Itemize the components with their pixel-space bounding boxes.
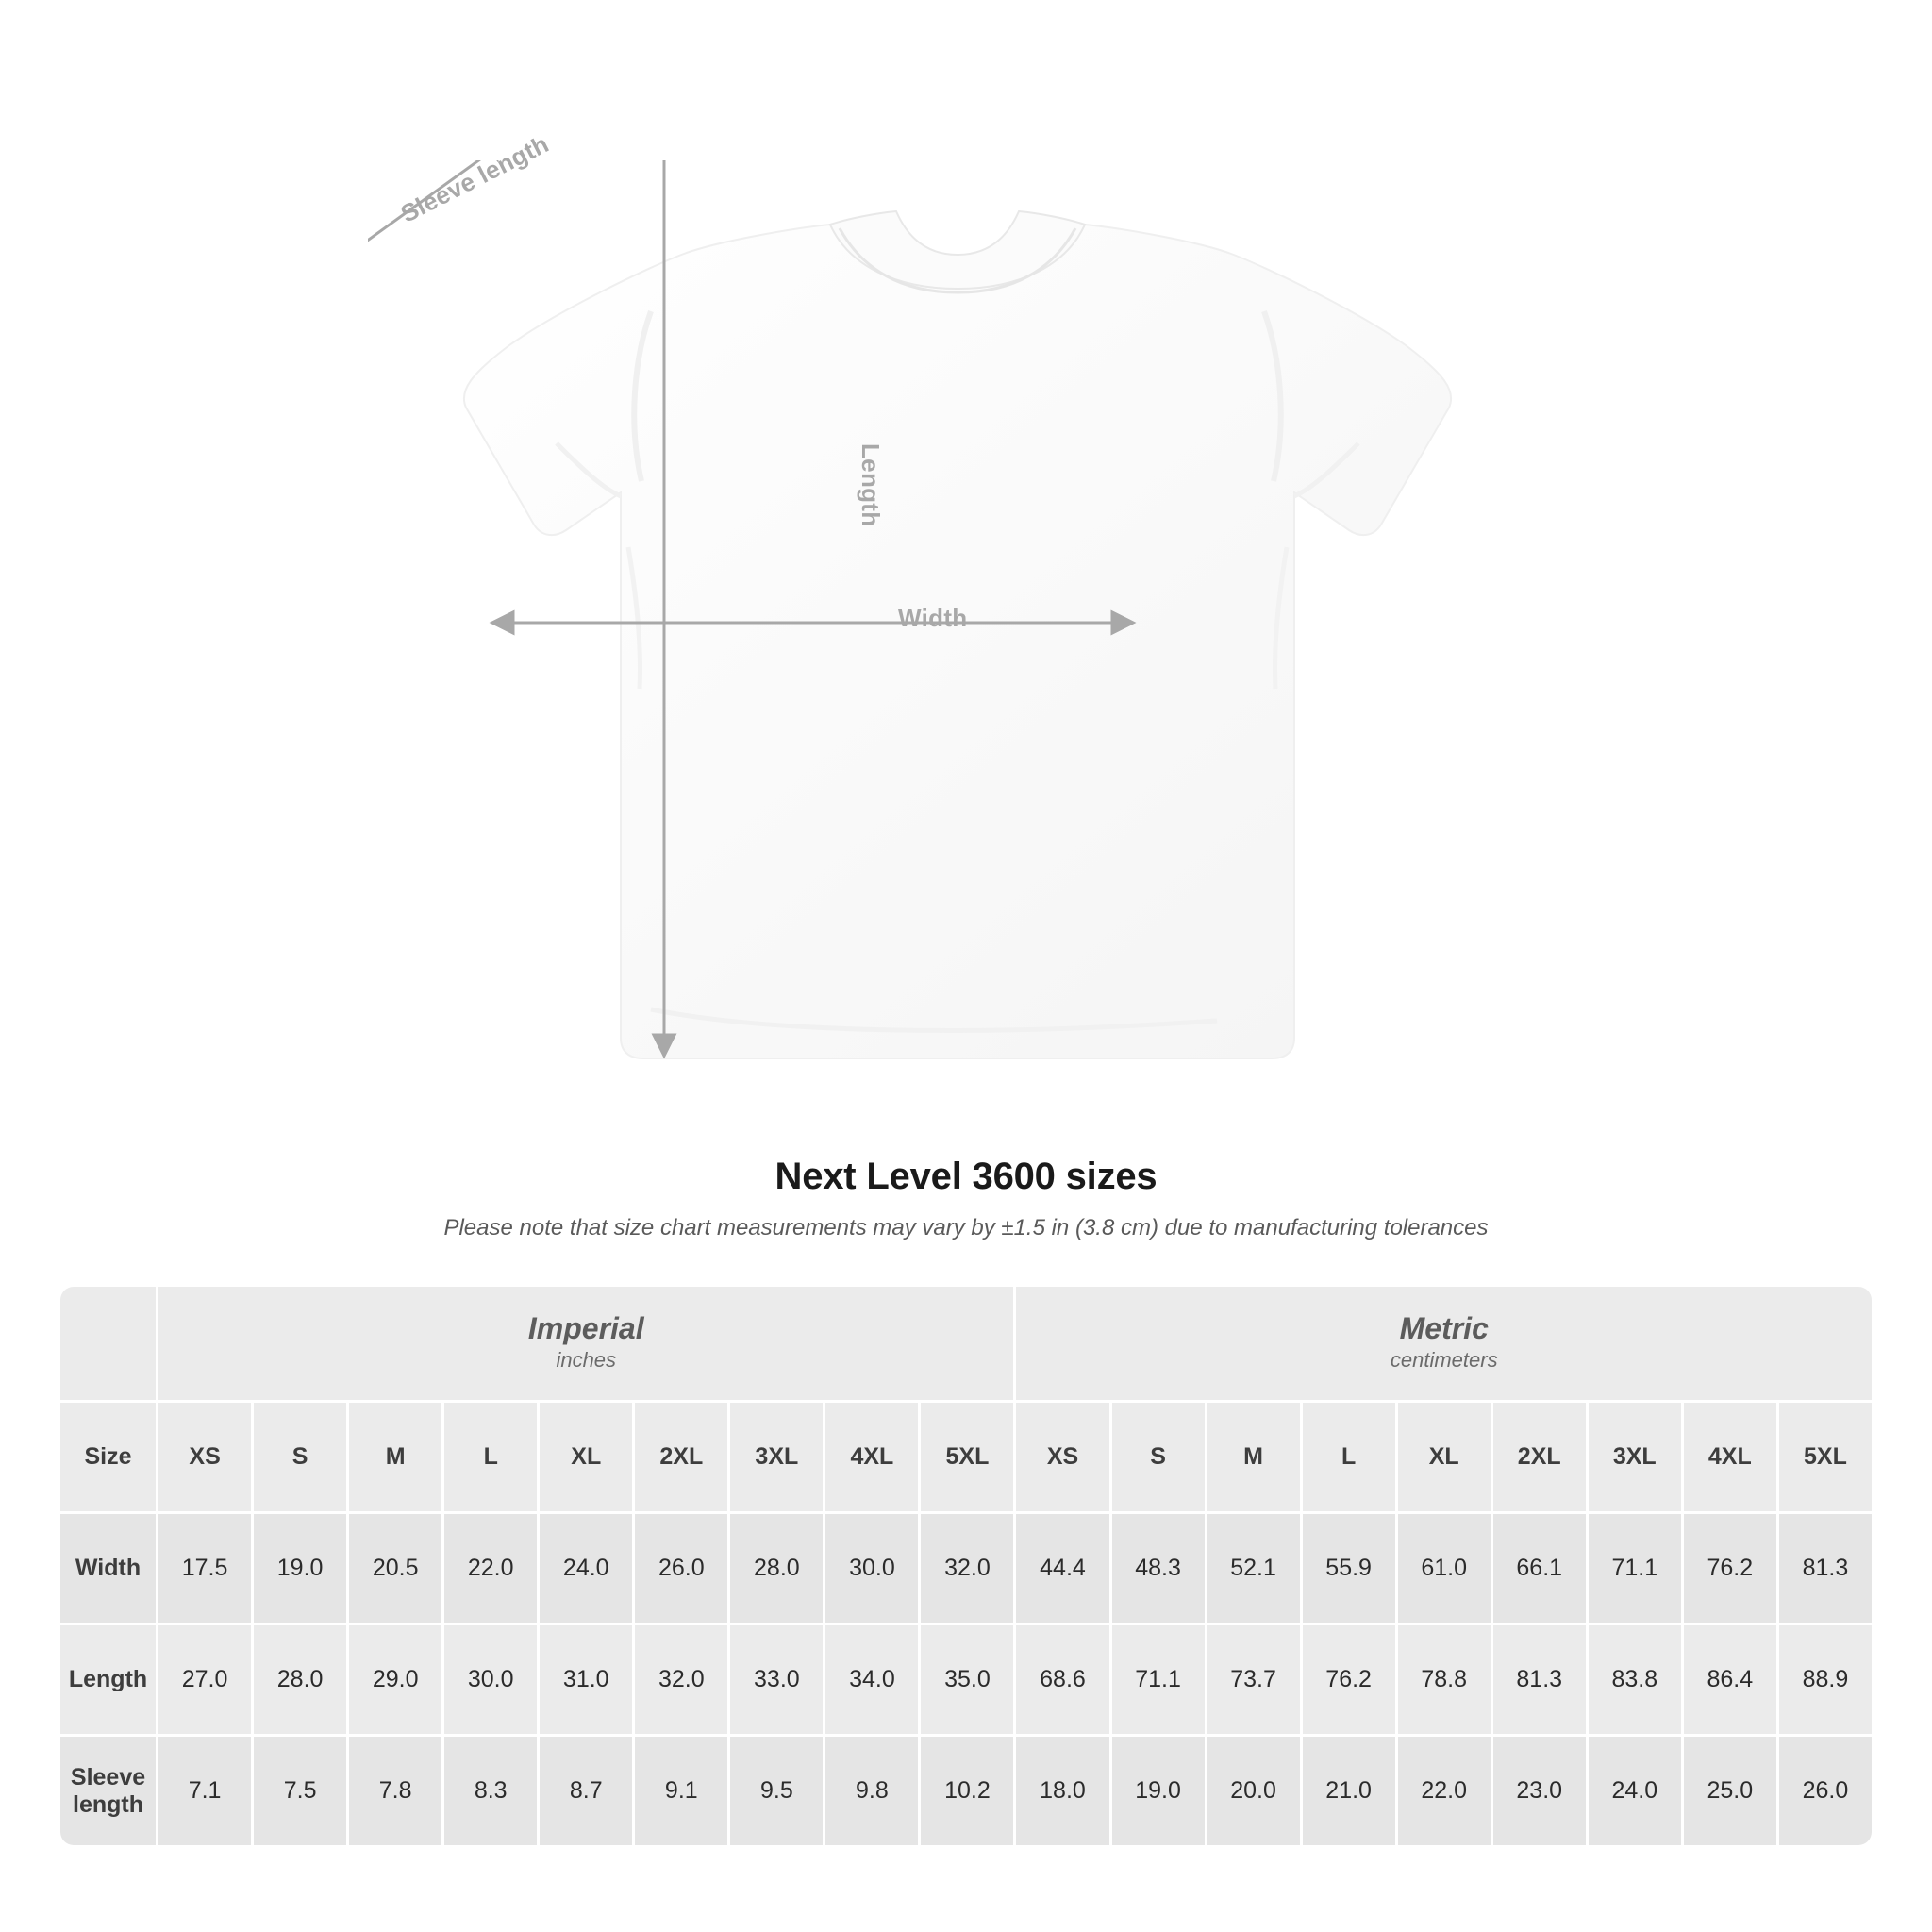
width-2xl-in: 26.0 — [632, 1511, 727, 1623]
metric-subtitle: centimeters — [1390, 1348, 1498, 1372]
table-row — [60, 1623, 1872, 1734]
sleeve-xl-in: 8.7 — [537, 1734, 632, 1845]
table-row — [60, 1734, 1872, 1845]
width-xs-cm: 44.4 — [1013, 1511, 1108, 1623]
width-xl-in: 24.0 — [537, 1511, 632, 1623]
size-col-3xl-metric: 3XL — [1586, 1400, 1681, 1511]
size-col-s-metric: S — [1109, 1400, 1205, 1511]
length-3xl-cm: 83.8 — [1586, 1623, 1681, 1734]
sleeve-s-in: 7.5 — [251, 1734, 346, 1845]
size-col-xs-imperial: XS — [156, 1400, 251, 1511]
width-s-cm: 48.3 — [1109, 1511, 1205, 1623]
length-2xl-cm: 81.3 — [1491, 1623, 1586, 1734]
size-header-label: Size — [60, 1400, 156, 1511]
row-label-length: Length — [60, 1623, 156, 1734]
sleeve-xs-cm: 18.0 — [1013, 1734, 1108, 1845]
length-xl-cm: 78.8 — [1395, 1623, 1491, 1734]
imperial-subtitle: inches — [556, 1348, 617, 1372]
sleeve-5xl-in: 10.2 — [918, 1734, 1013, 1845]
sleeve-l-in: 8.3 — [441, 1734, 537, 1845]
length-s-cm: 71.1 — [1109, 1623, 1205, 1734]
unit-header-spacer — [60, 1287, 156, 1400]
width-5xl-cm: 81.3 — [1776, 1511, 1872, 1623]
size-col-m-metric: M — [1205, 1400, 1300, 1511]
length-xs-in: 27.0 — [156, 1623, 251, 1734]
tolerance-note: Please note that size chart measurements may vary by ±1.5 in (3.8 cm) due to manufacturing tolerances — [443, 1215, 1489, 1241]
size-col-4xl-imperial: 4XL — [823, 1400, 918, 1511]
size-col-s-imperial: S — [251, 1400, 346, 1511]
sleeve-2xl-in: 9.1 — [632, 1734, 727, 1845]
width-xl-cm: 61.0 — [1395, 1511, 1491, 1623]
size-col-3xl-imperial: 3XL — [727, 1400, 823, 1511]
size-header-row — [60, 1400, 1872, 1511]
sleeve-3xl-cm: 24.0 — [1586, 1734, 1681, 1845]
length-2xl-in: 32.0 — [632, 1623, 727, 1734]
size-col-xl-metric: XL — [1395, 1400, 1491, 1511]
size-col-l-metric: L — [1300, 1400, 1395, 1511]
sleeve-2xl-cm: 23.0 — [1491, 1734, 1586, 1845]
sleeve-3xl-in: 9.5 — [727, 1734, 823, 1845]
size-table-wrapper — [60, 1287, 1872, 1845]
length-4xl-in: 34.0 — [823, 1623, 918, 1734]
unit-header-row — [60, 1287, 1872, 1400]
size-col-5xl-metric: 5XL — [1776, 1400, 1872, 1511]
width-xs-in: 17.5 — [156, 1511, 251, 1623]
size-col-2xl-metric: 2XL — [1491, 1400, 1586, 1511]
row-label-sleeve-length: Sleeve length — [60, 1734, 156, 1845]
length-xl-in: 31.0 — [537, 1623, 632, 1734]
length-5xl-in: 35.0 — [918, 1623, 1013, 1734]
title-block — [0, 1156, 1932, 1241]
width-m-in: 20.5 — [346, 1511, 441, 1623]
sleeve-xl-cm: 22.0 — [1395, 1734, 1491, 1845]
page-title: Next Level 3600 sizes — [774, 1156, 1158, 1197]
width-3xl-in: 28.0 — [727, 1511, 823, 1623]
width-l-cm: 55.9 — [1300, 1511, 1395, 1623]
size-col-4xl-metric: 4XL — [1681, 1400, 1776, 1511]
sleeve-xs-in: 7.1 — [156, 1734, 251, 1845]
length-xs-cm: 68.6 — [1013, 1623, 1108, 1734]
tshirt-icon — [368, 160, 1547, 1123]
size-col-xs-metric: XS — [1013, 1400, 1108, 1511]
width-5xl-in: 32.0 — [918, 1511, 1013, 1623]
width-label: Width — [898, 604, 968, 632]
size-table — [60, 1287, 1872, 1845]
sleeve-5xl-cm: 26.0 — [1776, 1734, 1872, 1845]
length-3xl-in: 33.0 — [727, 1623, 823, 1734]
length-label: Length — [857, 443, 885, 527]
size-col-2xl-imperial: 2XL — [632, 1400, 727, 1511]
imperial-title: Imperial — [527, 1311, 644, 1346]
width-2xl-cm: 66.1 — [1491, 1511, 1586, 1623]
sleeve-s-cm: 19.0 — [1109, 1734, 1205, 1845]
metric-title: Metric — [1399, 1311, 1489, 1346]
width-3xl-cm: 71.1 — [1586, 1511, 1681, 1623]
tshirt-illustration — [368, 160, 1547, 1123]
sleeve-m-cm: 20.0 — [1205, 1734, 1300, 1845]
width-m-cm: 52.1 — [1205, 1511, 1300, 1623]
length-m-in: 29.0 — [346, 1623, 441, 1734]
length-l-cm: 76.2 — [1300, 1623, 1395, 1734]
width-4xl-cm: 76.2 — [1681, 1511, 1776, 1623]
length-m-cm: 73.7 — [1205, 1623, 1300, 1734]
size-col-m-imperial: M — [346, 1400, 441, 1511]
sleeve-4xl-in: 9.8 — [823, 1734, 918, 1845]
table-row — [60, 1511, 1872, 1623]
length-l-in: 30.0 — [441, 1623, 537, 1734]
length-4xl-cm: 86.4 — [1681, 1623, 1776, 1734]
sleeve-length-label: Sleeve length — [396, 129, 554, 228]
sleeve-l-cm: 21.0 — [1300, 1734, 1395, 1845]
sleeve-m-in: 7.8 — [346, 1734, 441, 1845]
size-col-l-imperial: L — [441, 1400, 537, 1511]
width-4xl-in: 30.0 — [823, 1511, 918, 1623]
unit-header-imperial — [156, 1287, 1013, 1400]
size-col-5xl-imperial: 5XL — [918, 1400, 1013, 1511]
length-s-in: 28.0 — [251, 1623, 346, 1734]
row-label-width: Width — [60, 1511, 156, 1623]
length-5xl-cm: 88.9 — [1776, 1623, 1872, 1734]
size-col-xl-imperial: XL — [537, 1400, 632, 1511]
unit-header-metric — [1013, 1287, 1872, 1400]
width-s-in: 19.0 — [251, 1511, 346, 1623]
sleeve-4xl-cm: 25.0 — [1681, 1734, 1776, 1845]
width-l-in: 22.0 — [441, 1511, 537, 1623]
